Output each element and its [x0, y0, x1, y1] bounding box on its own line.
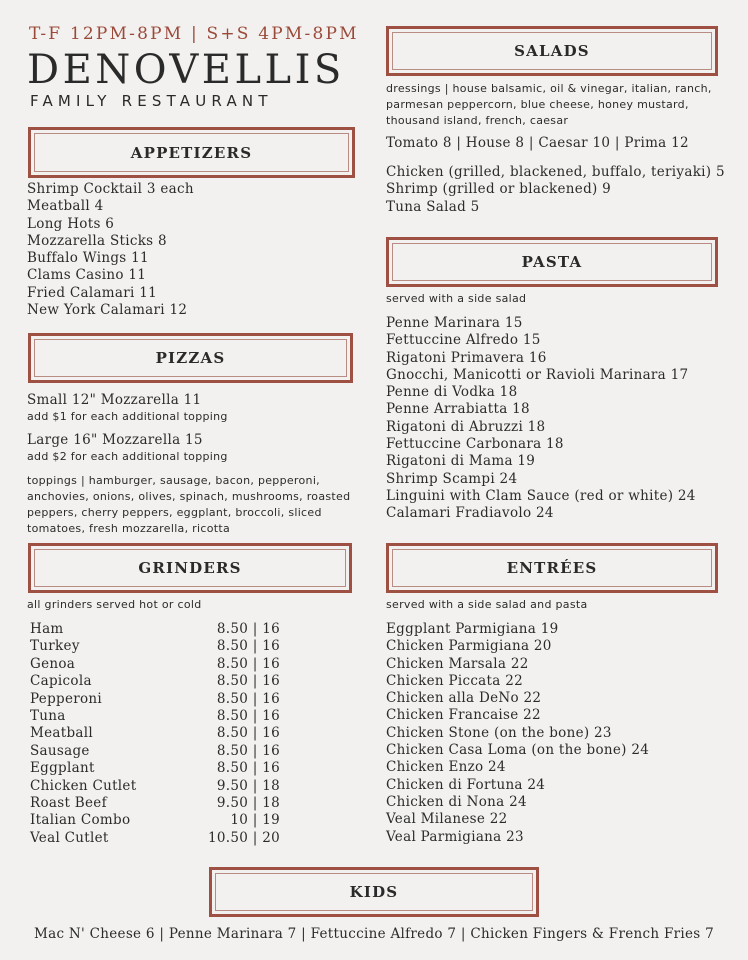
kids-heading-box [209, 867, 539, 917]
salads-heading-box [386, 26, 718, 76]
grinder-price: 10 | 19 [230, 812, 280, 829]
list-item [30, 673, 280, 690]
grinder-name: Capicola [30, 673, 92, 690]
list-item: Chicken Francaise 22 [386, 707, 541, 724]
kids-heading: KIDS [349, 883, 399, 901]
grinder-name: Roast Beef [30, 794, 107, 811]
list-item: Shrimp Cocktail 3 each [27, 181, 194, 197]
grinder-price: 9.50 | 18 [216, 794, 280, 811]
salad-base-prices: Tomato 8 | House 8 | Caesar 10 | Prima 12 [386, 135, 689, 151]
list-item [30, 743, 280, 760]
grinder-name: Genoa [30, 655, 76, 672]
list-item [30, 830, 280, 847]
list-item: Gnocchi, Manicotti or Ravioli Marinara 17 [386, 366, 689, 383]
grinder-name: Ham [30, 621, 64, 637]
pasta-note: served with a side salad [386, 292, 527, 305]
list-item: Clams Casino 11 [27, 267, 147, 284]
grinder-price: 10.50 | 20 [208, 829, 280, 846]
list-item: Rigatoni di Mama 19 [386, 453, 536, 470]
pasta-heading: PASTA [521, 253, 583, 271]
list-item: Fettuccine Carbonara 18 [386, 436, 564, 453]
pasta-heading-box [386, 237, 718, 287]
entrees-heading: ENTRÉES [506, 559, 598, 577]
hours-text: T-F 12PM-8PM | S+S 4PM-8PM [29, 24, 359, 44]
grinder-name: Pepperoni [30, 690, 103, 707]
kids-items: Mac N' Cheese 6 | Penne Marinara 7 | Fettuccine Alfredo 7 | Chicken Fingers & French Fries 7 [33, 926, 714, 942]
grinders-heading-box [28, 543, 352, 593]
list-item: Penne Arrabiatta 18 [386, 401, 530, 418]
list-item: Eggplant Parmigiana 19 [386, 621, 559, 637]
grinders-list [30, 621, 280, 847]
grinder-name: Italian Combo [30, 812, 131, 829]
grinder-price: 8.50 | 16 [216, 655, 280, 672]
grinder-name: Veal Cutlet [30, 829, 109, 846]
list-item: Fried Calamari 11 [27, 284, 157, 301]
list-item [30, 708, 280, 725]
list-item: Veal Parmigiana 23 [386, 828, 524, 845]
grinder-price: 8.50 | 16 [216, 673, 280, 690]
pizza-small: Small 12" Mozzarella 11 [27, 392, 202, 408]
grinder-name: Sausage [30, 742, 90, 759]
entrees-list [386, 621, 649, 846]
list-item [30, 638, 280, 655]
grinder-price: 8.50 | 16 [216, 690, 280, 707]
grinder-price: 8.50 | 16 [216, 621, 280, 637]
list-item: Shrimp Scampi 24 [386, 470, 518, 487]
pizza-small-note: add $1 for each additional topping [27, 410, 228, 423]
restaurant-name: DENOVELLIS [27, 47, 345, 93]
list-item: Buffalo Wings 11 [27, 250, 149, 267]
list-item [30, 725, 280, 742]
grinder-price: 8.50 | 16 [216, 742, 280, 759]
list-item: Calamari Fradiavolo 24 [386, 505, 554, 522]
list-item: Veal Milanese 22 [386, 811, 508, 828]
grinder-name: Turkey [30, 638, 80, 655]
entrees-heading-box [386, 543, 718, 593]
grinder-name: Eggplant [30, 760, 95, 777]
list-item: Rigatoni Primavera 16 [386, 349, 547, 366]
list-item: Chicken Piccata 22 [386, 672, 523, 689]
pizza-large: Large 16" Mozzarella 15 [27, 432, 203, 448]
grinder-price: 8.50 | 16 [216, 638, 280, 655]
list-item: Rigatoni di Abruzzi 18 [386, 418, 546, 435]
grinder-name: Meatball [30, 725, 94, 742]
appetizers-heading: APPETIZERS [130, 143, 253, 162]
list-item [30, 778, 280, 795]
list-item: Chicken (grilled, blackened, buffalo, teriyaki) 5 [386, 164, 725, 180]
list-item: Tuna Salad 5 [386, 198, 480, 215]
list-item: Chicken di Nona 24 [386, 793, 527, 810]
appetizers-heading-box [28, 127, 355, 178]
salad-addons-list [386, 164, 725, 216]
list-item [30, 621, 280, 638]
list-item: Linguini with Clam Sauce (red or white) 24 [386, 487, 696, 504]
list-item: Shrimp (grilled or blackened) 9 [386, 181, 612, 198]
list-item [30, 795, 280, 812]
grinder-price: 8.50 | 16 [216, 707, 280, 724]
list-item [30, 656, 280, 673]
grinder-price: 9.50 | 18 [216, 777, 280, 794]
grinder-name: Tuna [30, 707, 66, 724]
grinder-price: 8.50 | 16 [216, 760, 280, 777]
list-item: New York Calamari 12 [27, 302, 188, 319]
salad-dressings: dressings | house balsamic, oil & vinegar, italian, ranch, parmesan peppercorn, blue cheese, honey mustard, thousand island, french, caesar [386, 82, 712, 127]
list-item: Penne di Vodka 18 [386, 384, 518, 401]
list-item [30, 812, 280, 829]
grinders-heading: GRINDERS [138, 559, 242, 577]
grinders-note: all grinders served hot or cold [27, 598, 202, 611]
list-item: Chicken Enzo 24 [386, 759, 506, 776]
list-item: Penne Marinara 15 [386, 315, 523, 331]
grinder-price: 8.50 | 16 [216, 725, 280, 742]
list-item: Meatball 4 [27, 198, 104, 215]
list-item: Chicken Stone (on the bone) 23 [386, 724, 612, 741]
pizza-large-note: add $2 for each additional topping [27, 450, 228, 463]
grinder-name: Chicken Cutlet [30, 777, 137, 794]
list-item: Long Hots 6 [27, 215, 115, 232]
list-item: Chicken alla DeNo 22 [386, 690, 542, 707]
list-item: Mozzarella Sticks 8 [27, 232, 167, 249]
list-item [30, 760, 280, 777]
list-item: Chicken Marsala 22 [386, 655, 529, 672]
salads-heading: SALADS [514, 42, 590, 60]
pasta-list [386, 315, 696, 523]
list-item: Chicken Casa Loma (on the bone) 24 [386, 742, 650, 759]
list-item: Fettuccine Alfredo 15 [386, 332, 541, 349]
list-item [30, 691, 280, 708]
list-item: Chicken Parmigiana 20 [386, 638, 552, 655]
restaurant-subtitle: FAMILY RESTAURANT [30, 92, 273, 110]
pizzas-heading-box [28, 333, 353, 383]
pizza-toppings: toppings | hamburger, sausage, bacon, pepperoni, anchovies, onions, olives, spinach, mushrooms, roasted peppers, cherry peppers, eggplant, broccoli, sliced tomatoes, fresh mozzarella, ricotta [27, 474, 351, 535]
appetizers-list [27, 181, 194, 319]
list-item: Chicken di Fortuna 24 [386, 776, 546, 793]
entrees-note: served with a side salad and pasta [386, 598, 588, 611]
pizzas-heading: PIZZAS [155, 349, 226, 367]
